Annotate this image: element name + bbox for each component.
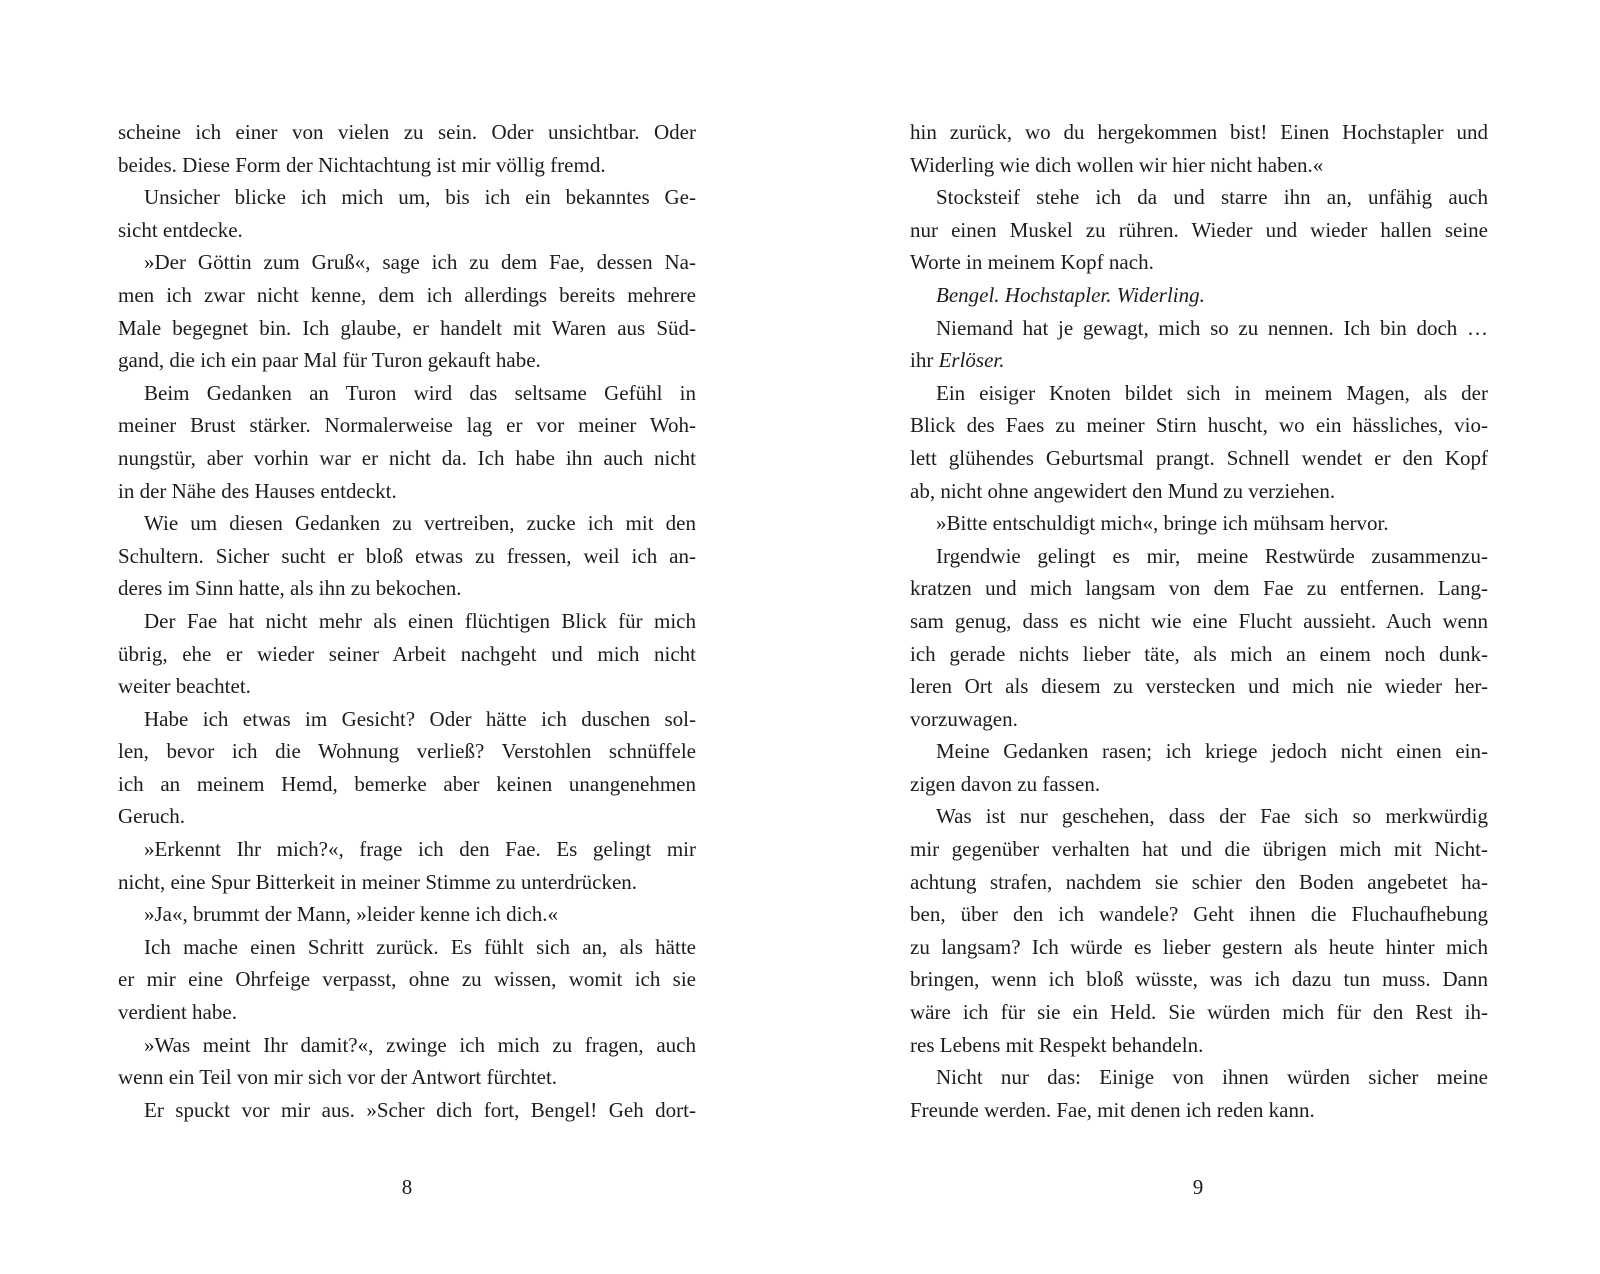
text-line (910, 605, 1488, 638)
page-number-left: 8 (401, 1175, 413, 1199)
text-line (910, 540, 1488, 573)
line-text: Nicht nur das: Einige von ihnen würden sicher meine (936, 1065, 1488, 1090)
text-line (118, 246, 696, 279)
line-text: Beim Gedanken an Turon wird das seltsame Gefühl in (144, 380, 696, 405)
line-text: Worte in meinem Kopf nach. (910, 250, 1154, 275)
left-page (118, 116, 696, 1126)
text-line (118, 312, 696, 345)
line-text: Er spuckt vor mir aus. »Scher dich fort, Bengel! Geh dort- (144, 1097, 696, 1122)
text-line (118, 116, 696, 149)
line-text: nungstür, aber vorhin war er nicht da. Ich habe ihn auch nicht (118, 445, 696, 470)
line-text: beides. Diese Form der Nichtachtung ist mir völlig fremd. (118, 152, 606, 177)
text-line (118, 181, 696, 214)
text-line (910, 996, 1488, 1029)
text-line (910, 312, 1488, 345)
line-text: hin zurück, wo du hergekommen bist! Einen Hochstapler und (910, 120, 1488, 144)
text-line (910, 149, 1488, 182)
text-line (910, 409, 1488, 442)
text-line (118, 344, 696, 377)
text-line (910, 800, 1488, 833)
line-text: zigen davon zu fassen. (910, 771, 1101, 796)
line-italic-text: Erlöser. (938, 348, 1005, 373)
line-text: Widerling wie dich wollen wir hier nicht haben.« (910, 152, 1324, 177)
text-line (118, 1094, 696, 1127)
line-text: »Ja«, brummt der Mann, »leider kenne ich dich.« (144, 902, 559, 927)
text-line (118, 475, 696, 508)
line-italic-text: Bengel. Hochstapler. Widerling. (936, 282, 1205, 307)
text-line (910, 442, 1488, 475)
line-text: Meine Gedanken rasen; ich kriege jedoch nicht einen ein- (936, 739, 1488, 764)
text-line (118, 605, 696, 638)
line-text: ich an meinem Hemd, bemerke aber keinen unangenehmen (118, 771, 696, 796)
line-text: deres im Sinn hatte, als ihn zu bekochen. (118, 576, 462, 601)
text-line (118, 866, 696, 899)
text-line (118, 149, 696, 182)
line-text: übrig, ehe er wieder seiner Arbeit nachgeht und mich nicht (118, 641, 696, 666)
text-line (118, 638, 696, 671)
text-line (118, 409, 696, 442)
text-line (910, 735, 1488, 768)
line-text: Freunde werden. Fae, mit denen ich reden kann. (910, 1097, 1315, 1122)
text-line (118, 931, 696, 964)
line-text: gand, die ich ein paar Mal für Turon gekauft habe. (118, 348, 541, 373)
line-text: wäre ich für sie ein Held. Sie würden mich für den Rest ih- (910, 1000, 1488, 1025)
line-text: lett glühendes Geburtsmal prangt. Schnell wendet er den Kopf (910, 445, 1488, 470)
text-line (910, 475, 1488, 508)
line-text: Stocksteif stehe ich da und starre ihn an, unfähig auch (936, 185, 1488, 210)
text-line (118, 703, 696, 736)
line-text: bringen, wenn ich bloß wüsste, was ich dazu tun muss. Dann (910, 967, 1488, 992)
line-text: wenn ein Teil von mir sich vor der Antwort fürchtet. (118, 1065, 558, 1090)
text-line (118, 800, 696, 833)
text-line (910, 507, 1488, 540)
text-line (118, 833, 696, 866)
line-text: Male begegnet bin. Ich glaube, er handelt mit Waren aus Süd- (118, 315, 696, 340)
line-text: Wie um diesen Gedanken zu vertreiben, zucke ich mit den (144, 511, 696, 536)
line-text: Der Fae hat nicht mehr als einen flüchtigen Blick für mich (144, 608, 696, 633)
text-line (118, 735, 696, 768)
text-line (910, 963, 1488, 996)
line-text: zu langsam? Ich würde es lieber gestern als heute hinter mich (910, 934, 1488, 959)
line-text: Schultern. Sicher sucht er bloß etwas zu fressen, weil ich an- (118, 543, 696, 568)
line-text: Habe ich etwas im Gesicht? Oder hätte ich duschen sol- (144, 706, 696, 731)
line-text: weiter beachtet. (118, 674, 251, 699)
text-line (910, 833, 1488, 866)
line-text: Was ist nur geschehen, dass der Fae sich so merkwürdig (936, 804, 1488, 829)
line-text: len, bevor ich die Wohnung verließ? Verstohlen schnüffele (118, 739, 696, 764)
text-line (910, 931, 1488, 964)
line-text: nicht, eine Spur Bitterkeit in meiner Stimme zu unterdrücken. (118, 869, 638, 894)
text-line (118, 1029, 696, 1062)
text-line (910, 116, 1488, 149)
text-line (910, 866, 1488, 899)
line-text: ich gerade nichts lieber täte, als mich an einem noch dunk- (910, 641, 1488, 666)
line-text: vorzuwagen. (910, 706, 1018, 731)
text-line (118, 572, 696, 605)
line-text: Irgendwie gelingt es mir, meine Restwürde zusammenzu- (936, 543, 1488, 568)
text-line (910, 1029, 1488, 1062)
text-line (910, 1094, 1488, 1127)
text-line (118, 540, 696, 573)
line-text: ben, über den ich wandele? Geht ihnen die Fluchaufhebung (910, 902, 1488, 927)
line-text: verdient habe. (118, 1000, 237, 1025)
line-text: Blick des Faes zu meiner Stirn huscht, wo ein hässliches, vio- (910, 413, 1488, 438)
text-line (910, 377, 1488, 410)
text-line (118, 996, 696, 1029)
text-line (910, 670, 1488, 703)
text-line (910, 181, 1488, 214)
right-page (910, 116, 1488, 1126)
line-text: men ich zwar nicht kenne, dem ich allerdings bereits mehrere (118, 282, 696, 307)
text-line (910, 1061, 1488, 1094)
text-line (910, 898, 1488, 931)
line-text: »Bitte entschuldigt mich«, bringe ich mühsam hervor. (936, 511, 1389, 536)
line-text: in der Nähe des Hauses entdeckt. (118, 478, 397, 503)
text-line (118, 963, 696, 996)
text-line (118, 1061, 696, 1094)
text-line (118, 507, 696, 540)
line-text: sam genug, dass es nicht wie eine Flucht aussieht. Auch wenn (910, 608, 1488, 633)
text-line (118, 670, 696, 703)
line-text: ihr (910, 348, 939, 373)
text-line (118, 377, 696, 410)
text-line (910, 638, 1488, 671)
page-number-right: 9 (1192, 1175, 1204, 1199)
text-line (910, 344, 1488, 377)
line-text: res Lebens mit Respekt behandeln. (910, 1032, 1204, 1057)
text-line (910, 279, 1488, 312)
line-text: ab, nicht ohne angewidert den Mund zu verziehen. (910, 478, 1336, 503)
text-line (118, 442, 696, 475)
text-line (910, 768, 1488, 801)
line-text: Niemand hat je gewagt, mich so zu nennen. Ich bin doch … (936, 315, 1488, 340)
line-text: meiner Brust stärker. Normalerweise lag er vor meiner Woh- (118, 413, 696, 438)
line-text: »Der Göttin zum Gruß«, sage ich zu dem Fae, dessen Na- (144, 250, 696, 275)
text-line (910, 246, 1488, 279)
text-line (118, 214, 696, 247)
line-text: Ein eisiger Knoten bildet sich in meinem Magen, als der (936, 380, 1488, 405)
line-text: »Was meint Ihr damit?«, zwinge ich mich zu fragen, auch (144, 1032, 696, 1057)
line-text: kratzen und mich langsam von dem Fae zu entfernen. Lang- (910, 576, 1488, 601)
line-text: leren Ort als diesem zu verstecken und mich nie wieder her- (910, 674, 1488, 699)
text-line (910, 572, 1488, 605)
line-text: Ich mache einen Schritt zurück. Es fühlt sich an, als hätte (144, 934, 696, 959)
line-text: mir gegenüber verhalten hat und die übrigen mich mit Nicht- (910, 837, 1488, 862)
text-line (910, 703, 1488, 736)
line-text: achtung strafen, nachdem sie schier den Boden angebetet ha- (910, 869, 1488, 894)
line-text: scheine ich einer von vielen zu sein. Oder unsichtbar. Oder (118, 120, 696, 144)
text-line (118, 279, 696, 312)
line-text: Geruch. (118, 804, 186, 829)
text-line (118, 768, 696, 801)
text-line (910, 214, 1488, 247)
text-line (118, 898, 696, 931)
line-text: »Erkennt Ihr mich?«, frage ich den Fae. Es gelingt mir (144, 837, 696, 862)
line-text: er mir eine Ohrfeige verpasst, ohne zu wissen, womit ich sie (118, 967, 696, 992)
line-text: sicht entdecke. (118, 217, 243, 242)
line-text: Unsicher blicke ich mich um, bis ich ein bekanntes Ge- (144, 185, 696, 210)
line-text: nur einen Muskel zu rühren. Wieder und wieder hallen seine (910, 217, 1488, 242)
